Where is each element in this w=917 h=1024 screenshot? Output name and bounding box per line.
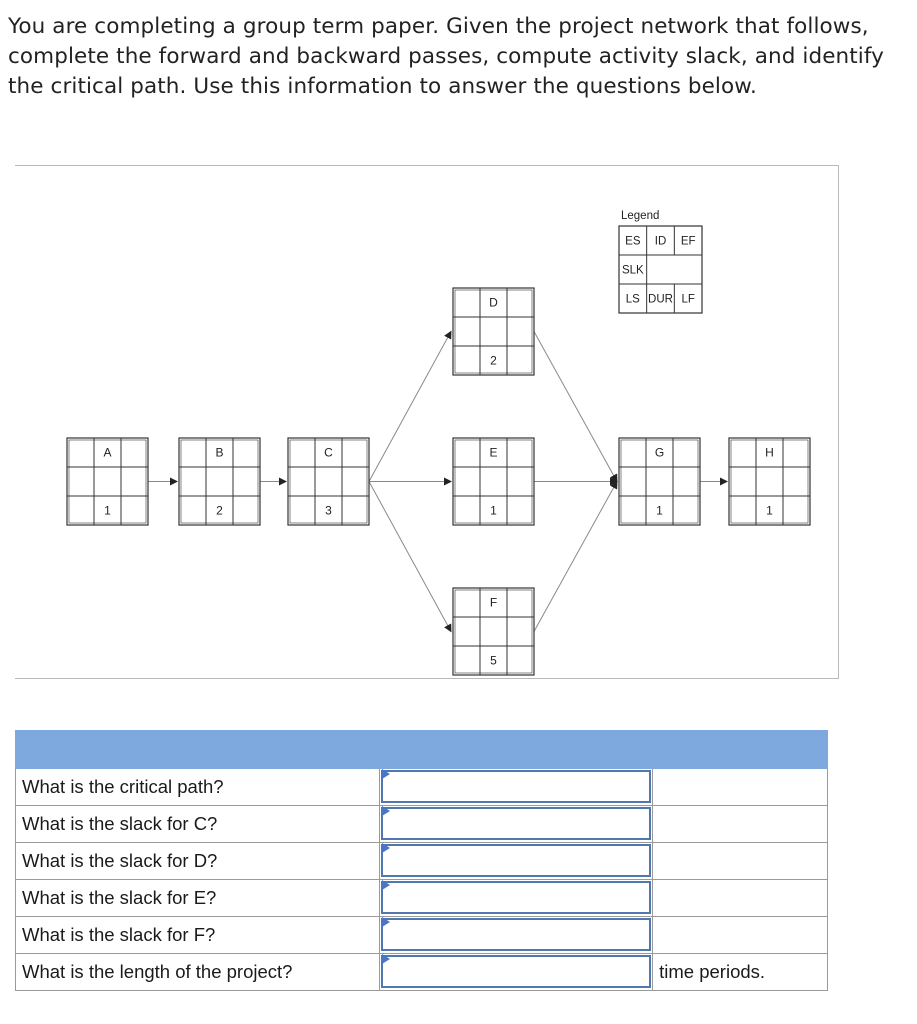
answer-input[interactable] [381,844,651,877]
answer-cell [379,806,653,843]
table-row [16,769,828,806]
activity-node-E [453,438,534,525]
edge-D-G [534,332,617,482]
activity-node-C [288,438,369,525]
node-id-label: B [215,445,224,460]
node-id-label: E [489,445,498,460]
unit-label [653,806,828,843]
field-flag-icon [382,843,390,853]
table-row [16,806,828,843]
legend-cell-label: ES [625,235,641,248]
question-text: What is the critical path? [16,769,380,806]
header-cell [16,731,828,769]
activity-node-G [619,438,700,525]
table-header-bar [16,731,828,769]
answer-input[interactable] [381,807,651,840]
questions-table [15,730,828,991]
field-flag-icon [382,954,390,964]
answer-input[interactable] [381,881,651,914]
edge-C-F [369,482,451,632]
legend-cell-label: ID [654,235,667,248]
unit-label: time periods. [653,954,828,991]
answer-input[interactable] [381,955,651,988]
legend-cell-label: LF [681,293,695,306]
node-duration-label: 5 [490,653,497,668]
answer-input[interactable] [381,770,651,803]
field-flag-icon [382,806,390,816]
question-text: What is the slack for D? [16,843,380,880]
legend-cell-label: EF [680,235,696,248]
field-flag-icon [382,880,390,890]
table-row [16,843,828,880]
legend-title: Legend [621,210,660,222]
unit-label [653,843,828,880]
node-id-label: A [103,445,112,460]
answer-input[interactable] [381,918,651,951]
unit-label [653,880,828,917]
edge-F-G [534,482,617,632]
table-row [16,954,828,991]
project-network-figure [15,165,839,679]
network-diagram [15,166,839,680]
field-flag-icon [382,917,390,927]
node-id-label: F [489,595,498,610]
legend-cell-label: DUR [648,293,673,306]
activity-node-F [453,588,534,675]
node-duration-label: 2 [490,353,497,368]
question-prompt: You are completing a group term paper. Given the project network that follows, complete the forward and backward passes, compute activity slack, and identify the critical path. Use this information to answer the questions below. [8,14,884,99]
legend-cell-label: SLK [621,264,644,277]
legend-cell-label: LS [625,293,640,306]
table-row [16,917,828,954]
activity-node-D [453,288,534,375]
node-id-label: D [489,295,498,310]
activity-node-A [67,438,148,525]
node-duration-label: 1 [656,503,663,518]
question-text: What is the slack for F? [16,917,380,954]
answer-cell [379,880,653,917]
node-duration-label: 1 [490,503,497,518]
unit-label [653,769,828,806]
edge-C-D [369,332,451,482]
node-id-label: G [654,445,665,460]
table-row [16,880,828,917]
node-duration-label: 2 [216,503,223,518]
node-id-label: H [765,445,774,460]
unit-label [653,917,828,954]
activity-node-B [179,438,260,525]
answer-cell [379,769,653,806]
question-text: What is the slack for E? [16,880,380,917]
answer-cell [379,954,653,991]
node-duration-label: 1 [766,503,773,518]
node-duration-label: 3 [325,503,332,518]
activity-node-H [729,438,810,525]
field-flag-icon [382,769,390,779]
question-text: What is the slack for C? [16,806,380,843]
node-id-label: C [324,445,333,460]
legend [619,210,702,313]
answer-cell [379,843,653,880]
answer-cell [379,917,653,954]
node-duration-label: 1 [104,503,111,518]
question-text: What is the length of the project? [16,954,380,991]
